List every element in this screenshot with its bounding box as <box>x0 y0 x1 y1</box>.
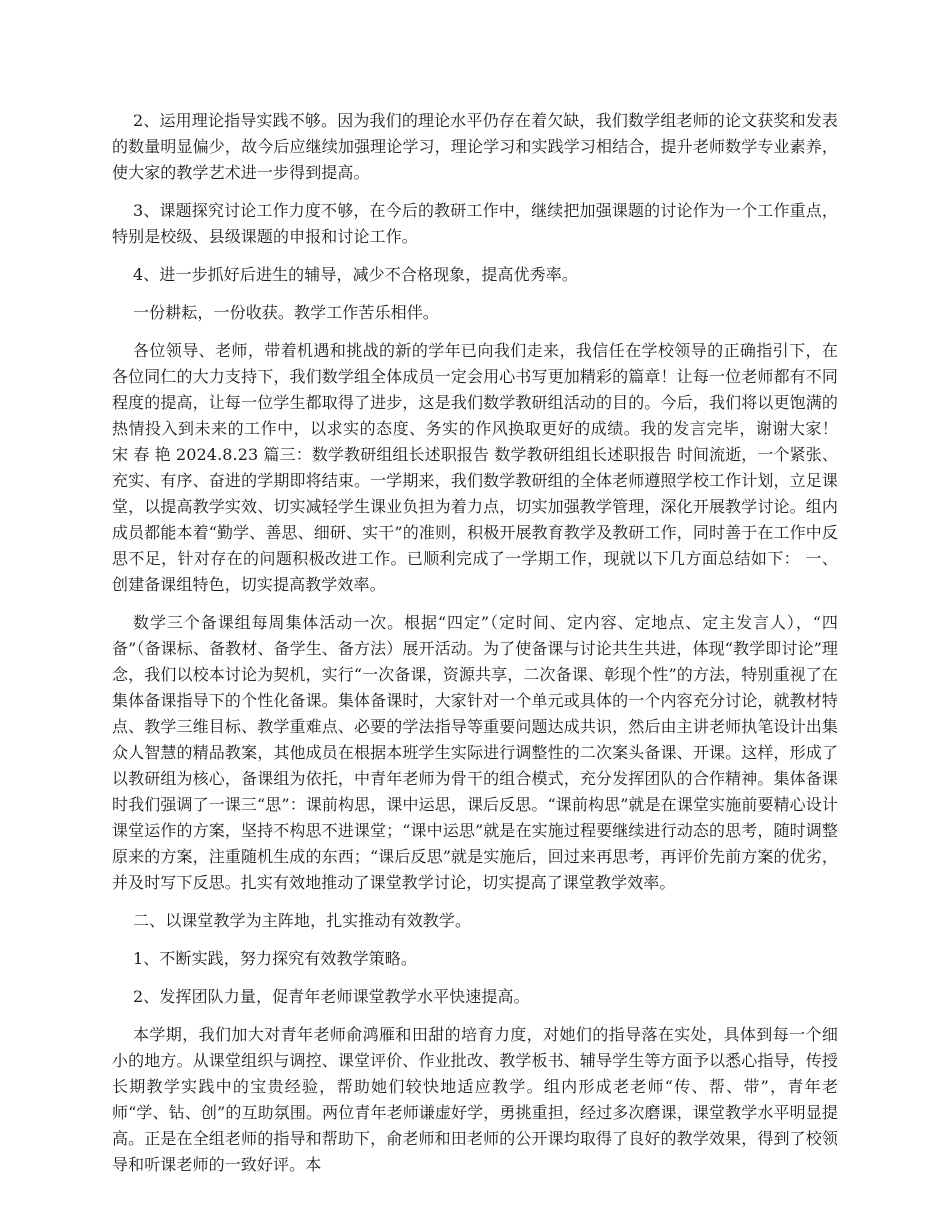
paragraph: 各位领导、老师，带着机遇和挑战的新的学年已向我们走来，我信任在学校领导的正确指引下，在各位同仁的大力支持下，我们数学组全体成员一定会用心书写更加精彩的篇章！让每一位老师都有不同程度的提高，让每一位学生都取得了进步，这是我们数学教研组活动的目的。今后，我们将以更饱满的热情投入到未来的工作中，以求实的态度、务实的作风换取更好的成绩。我的发言完毕，谢谢大家！ 宋 春 艳 2024.8.23 篇三：数学教研组组长述职报告 数学教研组组长述职报告 时间流逝，一个紧张、充实、有序、奋进的学期即将结束。一学期来，我们数学教研组的全体老师遵照学校工作计划，立足课堂，以提高教学实效、切实减轻学生课业负担为着力点，切实加强教学管理，深化开展教学讨论。组内成员都能本着“勤学、善思、细研、实干”的准则，积极开展教育教学及教研工作，同时善于在工作中反思不足，针对存在的问题积极改进工作。已顺利完成了一学期工作，现就以下几方面总结如下： 一、创建备课组特色，切实提高教学效率。 <box>112 341 838 594</box>
paragraph: 1、不断实践，努力探究有效教学策略。 <box>133 949 417 968</box>
paragraph: 2、运用理论指导实践不够。因为我们的理论水平仍存在着欠缺，我们数学组老师的论文获奖和发表的数量明显偏少，故今后应继续加强理论学习，理论学习和实践学习相结合，提升老师数学专业素养，使大家的教学艺术进一步得到提高。 <box>112 111 838 182</box>
paragraph: 数学三个备课组每周集体活动一次。根据“四定”（定时间、定内容、定地点、定主发言人），“四备”（备课标、备教材、备学生、备方法）展开活动。为了使备课与讨论共生共进，体现“教学即讨论”理念，我们以校本讨论为契机，实行“一次备课，资源共享，二次备课、彰现个性”的方法，特别重视了在集体备课指导下的个性化备课。集体备课时，大家针对一个单元或具体的一个内容充分讨论，就教材特点、教学三维目标、教学重难点、必要的学法指导等重要问题达成共识，然后由主讲老师执笔设计出集众人智慧的精品教案，其他成员在根据本班学生实际进行调整性的二次案头备课、开课。这样，形成了以教研组为核心，备课组为依托，中青年老师为骨干的组合模式，充分发挥团队的合作精神。集体备课时我们强调了一课三“思”：课前构思，课中运思，课后反思。“课前构思”就是在课堂实施前要精心设计课堂运作的方案，坚持不构思不进课堂；“课中运思”就是在实施过程要继续进行动态的思考，随时调整原来的方案，注重随机生成的东西；“课后反思”就是实施后，回过来再思考，再评价先前方案的优劣，并及时写下反思。扎实有效地推动了课堂教学讨论，切实提高了课堂教学效率。 <box>112 613 838 892</box>
paragraph: 本学期，我们加大对青年老师俞鸿雁和田甜的培育力度，对她们的指导落在实处，具体到每一个细小的地方。从课堂组织与调控、课堂评价、作业批改、教学板书、辅导学生等方面予以悉心指导，传授长期教学实践中的宝贵经验，帮助她们较快地适应教学。组内形成老老师“传、帮、带”，青年老师“学、钻、创”的互助氛围。两位青年老师谦虚好学，勇挑重担，经过多次磨课，课堂教学水平明显提高。正是在全组老师的指导和帮助下，俞老师和田老师的公开课均取得了良好的教学效果，得到了校领导和听课老师的一致好评。本 <box>112 1025 838 1174</box>
paragraph: 3、课题探究讨论工作力度不够，在今后的教研工作中，继续把加强课题的讨论作为一个工作重点，特别是校级、县级课题的申报和讨论工作。 <box>112 201 838 246</box>
paragraph: 一份耕耘，一份收获。教学工作苦乐相伴。 <box>133 303 439 322</box>
section-heading: 二、以课堂教学为主阵地，扎实推动有效教学。 <box>133 911 472 930</box>
paragraph: 2、发挥团队力量，促青年老师课堂教学水平快速提高。 <box>133 987 530 1006</box>
paragraph: 4、进一步抓好后进生的辅导，减少不合格现象，提高优秀率。 <box>133 265 578 284</box>
